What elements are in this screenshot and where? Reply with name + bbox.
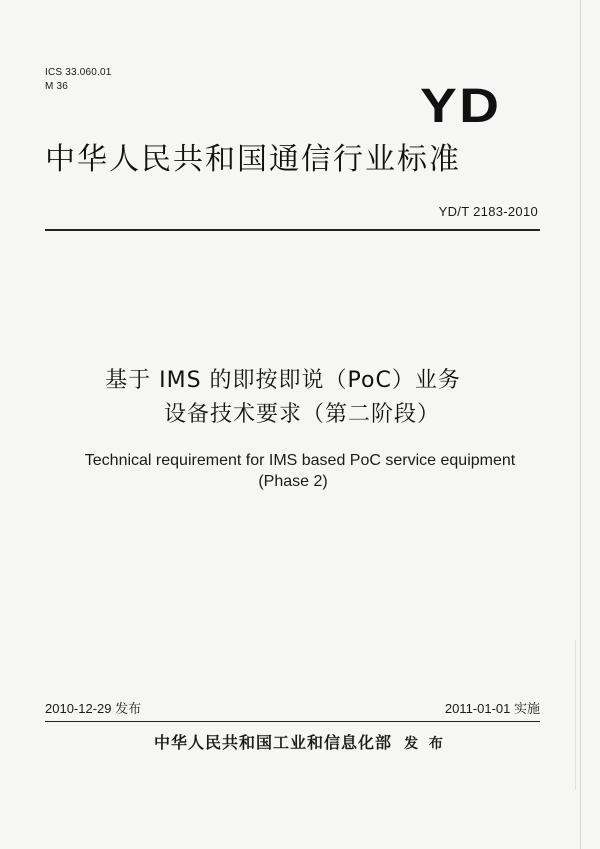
document-title-chinese <box>0 364 600 432</box>
ccs-code: M 36 <box>45 81 69 92</box>
standard-number: YD/T 2183-2010 <box>438 204 538 219</box>
document-title-english <box>0 450 600 492</box>
publisher-name: 中华人民共和国工业和信息化部 <box>154 733 393 752</box>
publisher-line <box>0 732 600 755</box>
title-zh-line-1: 基于 IMS 的即按即说（PoC）业务 <box>105 368 461 393</box>
title-zh-line-2: 设备技术要求（第二阶段） <box>163 402 440 427</box>
title-en-line-2: (Phase 2) <box>258 473 328 490</box>
classification-codes <box>45 66 112 94</box>
standard-category-title: 中华人民共和国通信行业标准 <box>45 142 461 177</box>
title-en-line-1: Technical requirement for IMS based PoC service equipment <box>84 452 516 469</box>
publisher-action: 发 布 <box>404 736 446 752</box>
ics-code: ICS 33.060.01 <box>45 67 112 78</box>
issue-date: 2010-12-29 发布 <box>45 701 142 716</box>
header-divider <box>45 229 540 231</box>
implementation-date: 2011-01-01 实施 <box>444 701 540 716</box>
scan-edge-line <box>575 640 576 790</box>
footer-divider <box>45 721 540 722</box>
yd-logo: YD <box>420 80 502 133</box>
